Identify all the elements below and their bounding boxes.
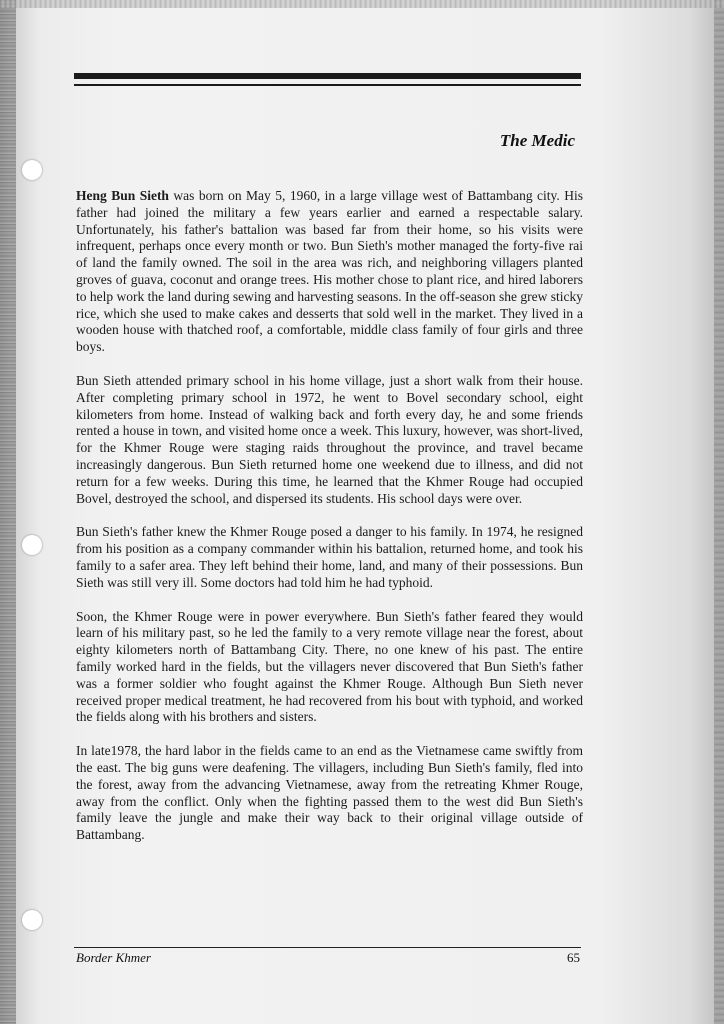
- header-rule-thin: [74, 84, 581, 86]
- lead-name: Heng Bun Sieth: [76, 188, 169, 203]
- paragraph-2: Bun Sieth attended primary school in his home village, just a short walk from their house. After completing primary school in 1972, he went to Bovel secondary school, eight kilometers from home. Instead of walking back and forth every day, he and some friends rented a house in town, and visited home once a week. This luxury, however, was short-lived, for the Khmer Rouge were staging raids throughout the province, and travel became increasingly dangerous. Bun Sieth returned home one weekend due to illness, and did not return for a few weeks. During this time, he learned that the Khmer Rouge had occupied Bovel, destroyed the school, and dispersed its students. His school days were over.: [76, 372, 583, 506]
- article-body: [76, 188, 583, 861]
- footer-publication: Border Khmer: [76, 950, 151, 965]
- binder-hole-bottom: [22, 910, 42, 930]
- paragraph-1: [76, 188, 583, 356]
- binder-hole-middle: [22, 535, 42, 555]
- binder-hole-top: [22, 160, 42, 180]
- scan-edge-left: [0, 0, 16, 1024]
- paragraph-4: Soon, the Khmer Rouge were in power everywhere. Bun Sieth's father feared they would learn of his military past, so he led the family to a very remote village near the forest, about eighty kilometers north of Battambang City. There, no one knew of his past. The entire family worked hard in the fields, but the villagers never discovered that Bun Sieth's father was a former soldier who fought against the Khmer Rouge. Although Bun Sieth never received proper medical treatment, he had recovered from his bout with typhoid, and worked the fields along with his brothers and sisters.: [76, 608, 583, 725]
- chapter-title: The Medic: [499, 131, 575, 150]
- paragraph-5: In late1978, the hard labor in the fields came to an end as the Vietnamese came swiftly from the east. The big guns were deafening. The villagers, including Bun Sieth's family, fled into the forest, away from the advancing Vietnamese, away from the retreating Khmer Rouge, away from the conflict. Only when the fighting passed them to the west did Bun Sieth's family leave the jungle and make their way back to their original village outside of Battambang.: [76, 743, 583, 843]
- footer-rule: [74, 947, 581, 948]
- scan-edge-right: [714, 0, 724, 1024]
- scan-edge-top: [0, 0, 724, 8]
- paragraph-1-text: was born on May 5, 1960, in a large village west of Battambang city. His father had joined the military a few years earlier and earned a respectable salary. Unfortunately, his father's battalion was based far from their home, so his visits were infrequent, perhaps once every month or two. Bun Sieth's mother managed the forty-five rai of land the family owned. The soil in the area was rich, and neighboring villagers planted groves of guava, coconut and orange trees. His mother chose to plant rice, and hired laborers to help work the land during sewing and harvesting seasons. In the off-season she grew sticky rice, which she used to make cakes and desserts that sold well in the market. They lived in a wooden house with thatched roof, a comfortable, middle class family of four girls and three boys.: [76, 188, 584, 355]
- page-number: 65: [567, 950, 580, 965]
- paragraph-3: Bun Sieth's father knew the Khmer Rouge posed a danger to his family. In 1974, he resigned from his position as a company commander within his battalion, returned home, and took his family to a safer area. They left behind their home, land, and many of their possessions. Bun Sieth was still very ill. Some doctors had told him he had typhoid.: [76, 524, 583, 590]
- header-rule-thick: [74, 73, 581, 79]
